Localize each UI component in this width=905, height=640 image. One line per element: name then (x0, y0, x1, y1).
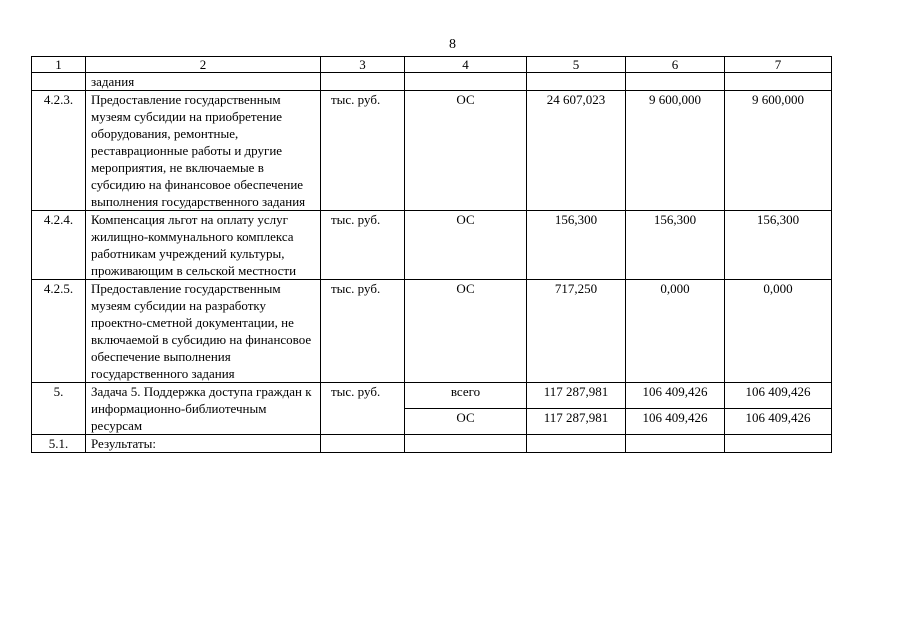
row-value-5: 156,300 (527, 211, 626, 280)
task-number: 5. (32, 383, 86, 435)
row-value-6 (626, 73, 725, 91)
row-source: ОС (405, 91, 527, 211)
table-row (32, 211, 832, 280)
row-value-5: 717,250 (527, 280, 626, 383)
row-value-5: 24 607,023 (527, 91, 626, 211)
row-name: Предоставление государственным музеям субсидии на разработку проектно-сметной документации, не включаемой в субсидию на финансовое обеспечение выполнения государственного задания (86, 280, 321, 383)
row-value-7: 0,000 (725, 280, 832, 383)
task-name: Задача 5. Поддержка доступа граждан к информационно-библиотечным ресурсам (86, 383, 321, 435)
col-header-2: 2 (86, 57, 321, 73)
col-header-7: 7 (725, 57, 832, 73)
task-source-os: ОС (405, 409, 527, 435)
task-os-value-5: 117 287,981 (527, 409, 626, 435)
row-number: 4.2.3. (32, 91, 86, 211)
task-unit: тыс. руб. (321, 383, 405, 435)
row-unit: тыс. руб. (321, 280, 405, 383)
row-unit (321, 73, 405, 91)
col-header-4: 4 (405, 57, 527, 73)
task-total-value-7: 106 409,426 (725, 383, 832, 409)
row-value-6: 156,300 (626, 211, 725, 280)
row-number: 4.2.5. (32, 280, 86, 383)
task-total-value-6: 106 409,426 (626, 383, 725, 409)
empty-cell (527, 435, 626, 453)
row-value-6: 9 600,000 (626, 91, 725, 211)
col-header-1: 1 (32, 57, 86, 73)
empty-cell (321, 435, 405, 453)
row-unit: тыс. руб. (321, 211, 405, 280)
row-number (32, 73, 86, 91)
empty-cell (626, 435, 725, 453)
row-value-7 (725, 73, 832, 91)
row-value-7: 156,300 (725, 211, 832, 280)
row-source: ОС (405, 280, 527, 383)
budget-table (31, 56, 832, 453)
task-source-total: всего (405, 383, 527, 409)
col-header-5: 5 (527, 57, 626, 73)
results-row (32, 435, 832, 453)
col-header-6: 6 (626, 57, 725, 73)
results-number: 5.1. (32, 435, 86, 453)
row-name: задания (86, 73, 321, 91)
row-name: Компенсация льгот на оплату услуг жилищно-коммунального комплекса работникам учреждений культуры, проживающим в сельской местности (86, 211, 321, 280)
empty-cell (725, 435, 832, 453)
table-row (32, 91, 832, 211)
task-total-value-5: 117 287,981 (527, 383, 626, 409)
row-name: Предоставление государственным музеям субсидии на приобретение оборудования, ремонтные, реставрационные работы и другие мероприятия, не включаемые в субсидию на финансовое обеспечение выполнения государственного задания (86, 91, 321, 211)
table-row (32, 73, 832, 91)
table-row (32, 280, 832, 383)
results-label: Результаты: (86, 435, 321, 453)
task-row (32, 383, 832, 409)
row-value-6: 0,000 (626, 280, 725, 383)
row-number: 4.2.4. (32, 211, 86, 280)
header-row (32, 57, 832, 73)
task-os-value-6: 106 409,426 (626, 409, 725, 435)
row-value-7: 9 600,000 (725, 91, 832, 211)
row-source: ОС (405, 211, 527, 280)
task-os-value-7: 106 409,426 (725, 409, 832, 435)
row-value-5 (527, 73, 626, 91)
col-header-3: 3 (321, 57, 405, 73)
row-source (405, 73, 527, 91)
page-number: 8 (449, 37, 456, 52)
row-unit: тыс. руб. (321, 91, 405, 211)
empty-cell (405, 435, 527, 453)
